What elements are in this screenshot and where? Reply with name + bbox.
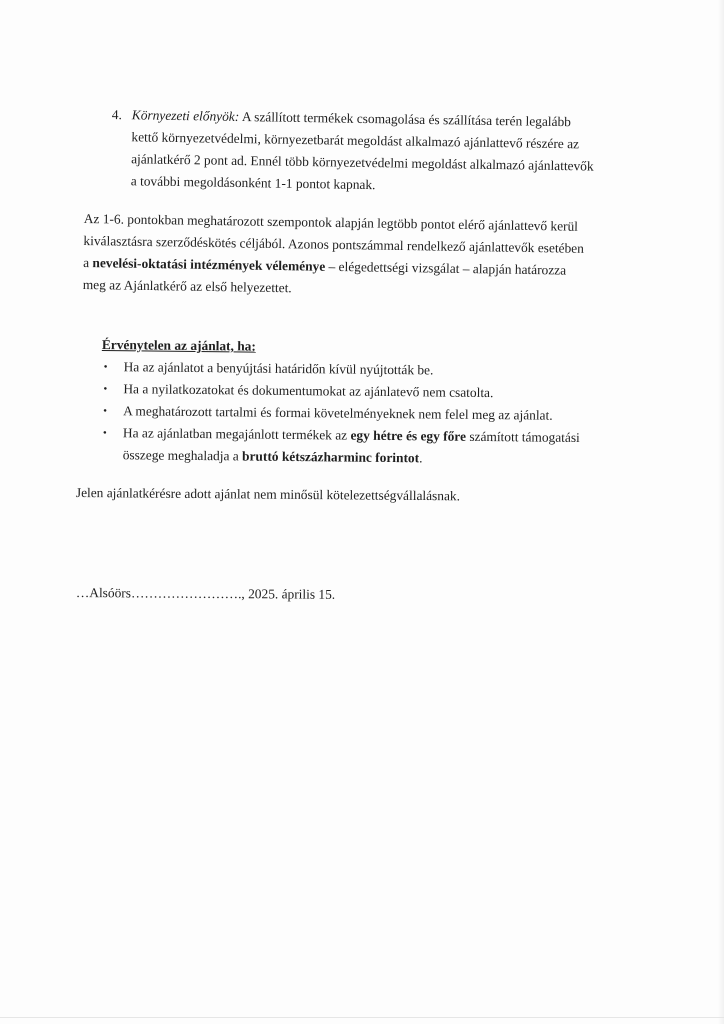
list-item-text: Ha az ajánlatot a benyújtási határidőn kívül nyújtották be. (123, 359, 434, 378)
list-item (101, 422, 580, 471)
list-item-text: A meghatározott tartalmi és formai követelményeknek nem felel meg az ajánlat. (123, 403, 553, 423)
place-date-text: …Alsóörs……………………., 2025. április 15. (75, 584, 336, 602)
place-and-date (76, 582, 335, 606)
section-4-environmental-benefits (111, 104, 595, 200)
list-item-text: Ha a nyilatkozatokat és dokumentumokat az ajánlatevő nem csatolta. (123, 381, 494, 401)
invalid-offer-section (101, 334, 581, 471)
section-title: Környezeti előnyök: (131, 107, 240, 124)
section-4-line-3: ajánlatkérő 2 pont ad. Ennél több környezetvédelmi megoldást alkalmazó ajánlattevők (131, 151, 594, 174)
paragraph-line-1: Az 1-6. pontokban meghatározott szempontok alapján legtöbb pontot elérő ajánlattevő kerül (83, 210, 579, 234)
bold-phrase: egy hétre és egy főre (350, 427, 467, 444)
paragraph-text: a (83, 254, 90, 271)
paragraph-text: – elégedettségi vizsgálat – alapján határozza (328, 258, 567, 278)
scan-line (0, 1017, 724, 1018)
section-4-line-4: a további megoldásonként 1-1 pontot kapnak. (130, 173, 376, 193)
invalid-conditions-list (101, 356, 581, 471)
paragraph-line-4: meg az Ajánlatkérő az első helyezettet. (82, 276, 292, 296)
list-item-text: Ha az ajánlatban megajánlott termékek az (122, 425, 348, 443)
bullet-icon: • (102, 427, 107, 440)
bullet-icon: • (103, 405, 108, 418)
scoring-paragraph (83, 208, 585, 304)
bullet-icon: • (103, 361, 108, 374)
closing-statement (76, 482, 460, 507)
list-item-text: számított támogatási (469, 428, 580, 446)
section-number: 4. (111, 106, 122, 123)
invalid-offer-heading: Érvénytelen az ajánlat, ha: (101, 336, 256, 354)
paragraph-line-2: kiválasztásra szerződéskötés céljából. Azonos pontszámmal rendelkező ajánlattevők esetében (83, 232, 585, 256)
bullet-icon: • (103, 383, 108, 396)
bold-phrase: nevelési-oktatási intézmények véleménye (92, 255, 326, 274)
closing-text: Jelen ajánlatkérésre adott ajánlat nem minősül kötelezettségvállalásnak. (75, 484, 461, 504)
list-item-text: összege meghaladja a (122, 447, 239, 464)
list-item-text: . (419, 450, 423, 466)
scan-edge (718, 0, 724, 1024)
bold-phrase: bruttó kétszázharminc forintot (242, 448, 420, 466)
section-4-text: A szállított termékek csomagolása és szállítása terén legalább (241, 109, 572, 130)
section-4-line-2: kettő környezetvédelmi, környezetbarát megoldást alkalmazó ajánlattevő részére az (131, 129, 580, 152)
